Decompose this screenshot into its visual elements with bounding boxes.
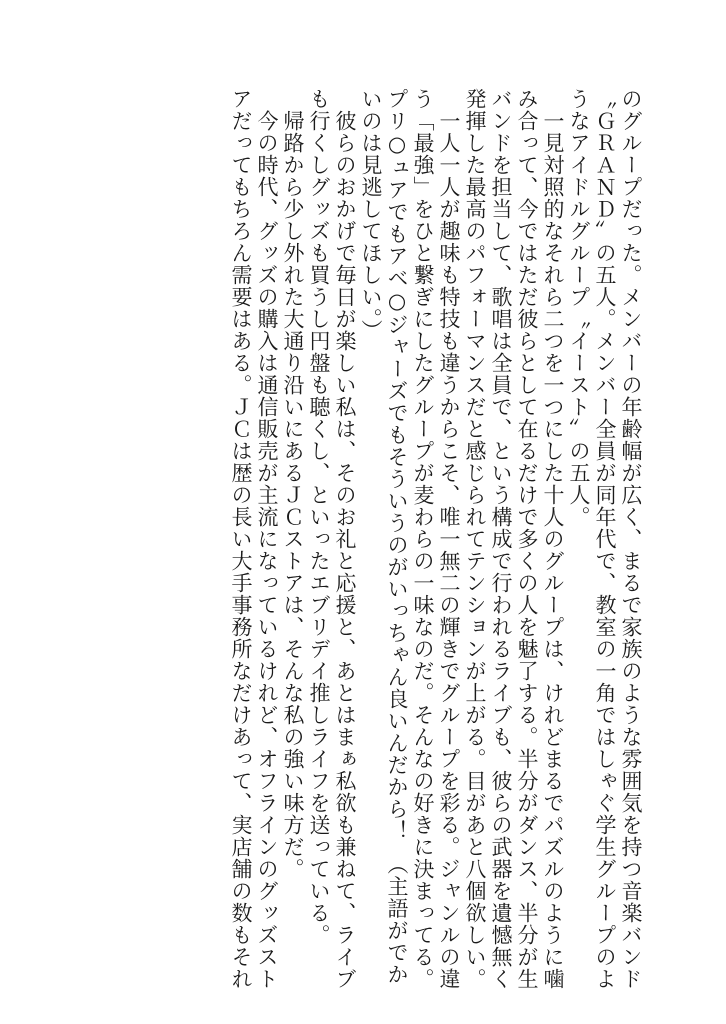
text-line: 発揮した最高のパフォーマンスだと感じられてテンションが上がる。目があと八個欲しい。 [463,88,487,990]
text-line: 〝ＧＲＡＮＤ〟の五人。メンバー全員が同年代で、教室の一角ではしゃぐ学生グループのよ [593,88,617,990]
text-line: み合って、今ではただ彼らとして在るだけで多くの人を魅了する。半分がダンス、半分が生 [515,88,539,990]
text-line: アだってもちろん需要はある。ＪＣは歴の長い大手事務所なだけあって、実店舗の数もそれ [229,88,253,990]
text-line: 一見対照的なそれら二つを一つにした十人のグループは、けれどまるでパズルのように噛 [541,88,565,990]
text-line: う「最強」をひと繋ぎにしたグループが麦わらの一味なのだ。そんなの好きに決まってる。 [411,88,435,990]
text-line: プリ○ュアでもアベ○ジャーズでもそういうのがいっちゃん良いんだから！ （主語がでか [385,88,409,986]
text-line: いのは見逃してほしい。） [359,88,383,342]
text-line: バンドを担当して、歌唱は全員で、という構成で行われるライブも、彼らの武器を遺憾無く [489,88,513,990]
text-line: うなアイドルグループ〝イースト〟の五人。 [567,88,591,528]
text-line: 彼らのおかげで毎日が楽しい私は、そのお礼と応援と、あとはまぁ私欲も兼ねて、ライブ [333,88,357,990]
vertical-text-body [74,88,644,990]
text-line: も行くしグッズも買うし円盤も聴くし、といったエブリデイ推しライフを送っている。 [307,88,331,946]
text-line: のグループだった。メンバーの年齢幅が広く、まるで家族のような雰囲気を持つ音楽バンド [619,88,643,990]
text-line: 一人一人が趣味も特技も違うからこそ、唯一無二の輝きでグループを彩る。ジャンルの違 [437,88,461,990]
text-line: 帰路から少し外れた大通り沿いにあるＪＣストアは、そんな私の強い味方だ。 [281,88,305,880]
text-line: 今の時代、グッズの購入は通信販売が主流になっているけれど、オフラインのグッズスト [255,88,279,990]
